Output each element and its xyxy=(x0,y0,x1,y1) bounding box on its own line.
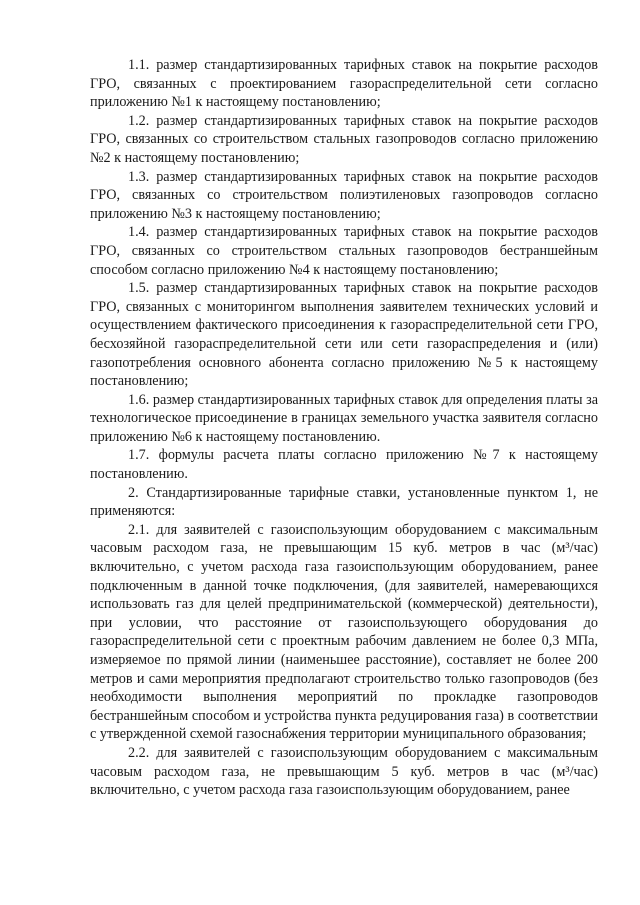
paragraph-2-1: 2.1. для заявителей с газоиспользующим оборудованием с максимальным часовым расходом газа, не превышающим 15 куб. метров в час (м³/час) включительно, с учетом расхода газа газоиспользующим оборудованием, ранее подключенным в данной точке подключения, (для заявителей, намеревающихся использовать газ для целей предпринимательской (коммерческой) деятельности), при условии, что расстояние от газоиспользующего оборудования до газораспределительной сети с проектным рабочим давлением не более 0,3 МПа, измеряемое по прямой линии (наименьшее расстояние), составляет не более 200 метров и сами мероприятия предполагают строительство только газопроводов (без необходимости выполнения мероприятий по прокладке газопроводов бестраншейным способом и устройства пункта редуцирования газа) в соответствии с утвержденной схемой газоснабжения территории муниципального образования; xyxy=(90,521,598,743)
paragraph-1-5: 1.5. размер стандартизированных тарифных ставок на покрытие расходов ГРО, связанных с мониторингом выполнения заявителем технических условий и осуществлением фактического присоединения к газораспределительной сети ГРО, бесхозяйной газораспределительной сети или сети газораспределения и (или) газопотребления основного абонента согласно приложению №5 к настоящему постановлению; xyxy=(90,280,598,390)
paragraph-2: 2. Стандартизированные тарифные ставки, установленные пунктом 1, не применяются: xyxy=(90,484,598,520)
paragraph-1-1: 1.1. размер стандартизированных тарифных ставок на покрытие расходов ГРО, связанных с проектированием газораспределительной сети согласно приложению №1 к настоящему постановлению; xyxy=(90,57,598,111)
document-body xyxy=(90,56,598,800)
paragraph-1-2: 1.2. размер стандартизированных тарифных ставок на покрытие расходов ГРО, связанных со строительством стальных газопроводов согласно приложению №2 к настоящему постановлению; xyxy=(90,112,598,166)
paragraph-1-4: 1.4. размер стандартизированных тарифных ставок на покрытие расходов ГРО, связанных со строительством стальных газопроводов бестраншейным способом согласно приложению №4 к настоящему постановлению; xyxy=(90,224,598,278)
paragraph-2-2: 2.2. для заявителей с газоиспользующим оборудованием с максимальным часовым расходом газа, не превышающим 5 куб. метров в час (м³/час) включительно, с учетом расхода газа газоиспользующим оборудованием, ранее xyxy=(90,744,598,799)
paragraph-1-3: 1.3. размер стандартизированных тарифных ставок на покрытие расходов ГРО, связанных со строительством полиэтиленовых газопроводов согласно приложению №3 к настоящему постановлению; xyxy=(90,168,598,222)
paragraph-1-6: 1.6. размер стандартизированных тарифных ставок для определения платы за технологическое присоединение в границах земельного участка заявителя согласно приложению №6 к настоящему постановлению. xyxy=(90,391,598,445)
paragraph-1-7: 1.7. формулы расчета платы согласно приложению №7 к настоящему постановлению. xyxy=(90,447,598,483)
